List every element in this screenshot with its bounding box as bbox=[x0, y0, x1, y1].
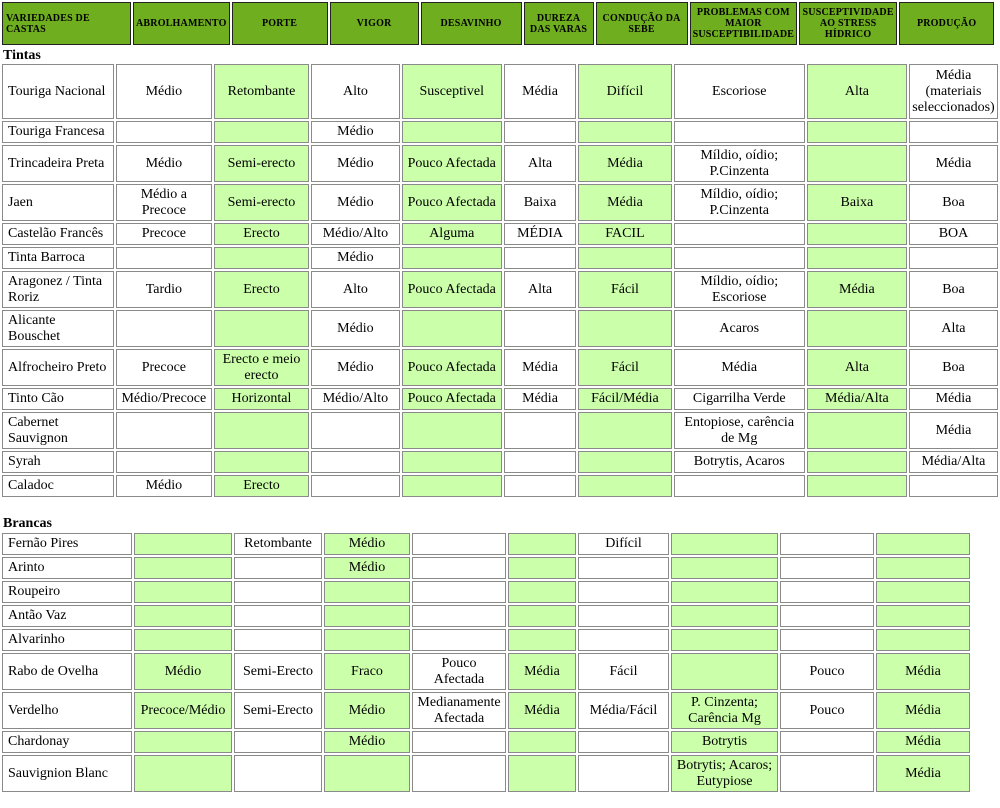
table-row bbox=[2, 653, 970, 690]
cell-conducao bbox=[578, 121, 671, 143]
cell-abrolhamento: Médio/Precoce bbox=[116, 388, 212, 410]
header-row bbox=[2, 2, 994, 45]
cell-stress bbox=[807, 145, 907, 182]
cell-dureza bbox=[508, 755, 576, 792]
cell-problemas: Botrytis; Acaros; Eutypiose bbox=[671, 755, 778, 792]
cell-conducao bbox=[578, 247, 671, 269]
cell-producao bbox=[909, 247, 998, 269]
cell-porte: Semi-erecto bbox=[214, 184, 309, 221]
table-row bbox=[2, 629, 970, 651]
header-cell-dureza: DUREZA DAS VARAS bbox=[524, 2, 594, 45]
cell-dureza: Média bbox=[508, 692, 576, 729]
cell-vigor: Médio bbox=[311, 121, 400, 143]
cell-desavinho bbox=[402, 475, 502, 497]
cell-dureza: Média bbox=[504, 388, 576, 410]
cell-producao: Média/Alta bbox=[909, 451, 998, 473]
cell-porte: Erecto bbox=[214, 223, 309, 245]
cell-problemas: Míldio, oídio; P.Cinzenta bbox=[674, 184, 805, 221]
cell-conducao bbox=[578, 605, 669, 627]
header-cell-variedades: VARIEDADES DE CASTAS bbox=[2, 2, 131, 45]
cell-stress bbox=[807, 223, 907, 245]
cell-stress bbox=[780, 731, 874, 753]
cell-problemas: Cigarrilha Verde bbox=[674, 388, 805, 410]
cell-variedade: Arinto bbox=[2, 557, 132, 579]
cell-desavinho: Pouco Afectada bbox=[402, 349, 502, 386]
cell-desavinho: Pouco Afectada bbox=[402, 271, 502, 308]
cell-problemas bbox=[671, 629, 778, 651]
cell-porte bbox=[214, 121, 309, 143]
cell-dureza: Média bbox=[508, 653, 576, 690]
cell-vigor bbox=[311, 451, 400, 473]
cell-conducao bbox=[578, 731, 669, 753]
brancas-table bbox=[0, 531, 972, 794]
cell-producao: Média bbox=[876, 653, 970, 690]
cell-problemas bbox=[674, 121, 805, 143]
cell-producao: Média bbox=[876, 731, 970, 753]
cell-dureza: Alta bbox=[504, 271, 576, 308]
cell-stress bbox=[780, 533, 874, 555]
cell-problemas: Média bbox=[674, 349, 805, 386]
cell-producao: Boa bbox=[909, 349, 998, 386]
cell-conducao: Fácil bbox=[578, 349, 671, 386]
cell-variedade: Sauvignion Blanc bbox=[2, 755, 132, 792]
cell-abrolhamento bbox=[134, 731, 232, 753]
cell-stress: Pouco bbox=[780, 653, 874, 690]
cell-dureza bbox=[504, 121, 576, 143]
tintas-table bbox=[0, 62, 1000, 499]
cell-desavinho bbox=[412, 629, 506, 651]
cell-problemas bbox=[671, 581, 778, 603]
cell-stress bbox=[807, 451, 907, 473]
cell-dureza bbox=[504, 475, 576, 497]
cell-problemas: Míldio, oídio; Escoriose bbox=[674, 271, 805, 308]
cell-conducao: Fácil bbox=[578, 271, 671, 308]
cell-vigor: Médio/Alto bbox=[311, 223, 400, 245]
header-cell-conducao: CONDUÇÃO DA SEBE bbox=[596, 2, 688, 45]
cell-dureza bbox=[504, 412, 576, 449]
cell-stress bbox=[807, 310, 907, 347]
cell-conducao bbox=[578, 755, 669, 792]
cell-stress: Baixa bbox=[807, 184, 907, 221]
cell-dureza bbox=[508, 533, 576, 555]
cell-desavinho: Pouco Afectada bbox=[402, 388, 502, 410]
cell-porte bbox=[234, 629, 322, 651]
cell-abrolhamento bbox=[134, 533, 232, 555]
table-row bbox=[2, 475, 998, 497]
cell-conducao: Fácil/Média bbox=[578, 388, 671, 410]
cell-vigor: Médio bbox=[311, 349, 400, 386]
cell-stress: Pouco bbox=[780, 692, 874, 729]
cell-variedade: Syrah bbox=[2, 451, 114, 473]
table-row bbox=[2, 121, 998, 143]
cell-desavinho bbox=[412, 755, 506, 792]
cell-problemas: Míldio, oídio; P.Cinzenta bbox=[674, 145, 805, 182]
header-cell-abrolhamento: ABROLHAMENTO bbox=[133, 2, 230, 45]
cell-porte: Horizontal bbox=[214, 388, 309, 410]
cell-problemas: Escoriose bbox=[674, 64, 805, 119]
cell-variedade: Touriga Francesa bbox=[2, 121, 114, 143]
cell-conducao bbox=[578, 557, 669, 579]
header-cell-stress: SUSCEPTIVIDADE AO STRESS HÍDRICO bbox=[799, 2, 897, 45]
table-row bbox=[2, 184, 998, 221]
cell-conducao bbox=[578, 451, 671, 473]
header-cell-producao: PRODUÇÃO bbox=[899, 2, 994, 45]
cell-dureza: Alta bbox=[504, 145, 576, 182]
cell-vigor bbox=[324, 755, 410, 792]
cell-conducao bbox=[578, 412, 671, 449]
cell-variedade: Aragonez / Tinta Roriz bbox=[2, 271, 114, 308]
cell-abrolhamento bbox=[116, 310, 212, 347]
cell-producao: Boa bbox=[909, 271, 998, 308]
cell-variedade: Antão Vaz bbox=[2, 605, 132, 627]
cell-porte bbox=[214, 412, 309, 449]
cell-porte bbox=[214, 451, 309, 473]
cell-desavinho bbox=[402, 310, 502, 347]
cell-porte bbox=[234, 581, 322, 603]
cell-vigor: Fraco bbox=[324, 653, 410, 690]
cell-abrolhamento bbox=[116, 451, 212, 473]
cell-dureza: MÉDIA bbox=[504, 223, 576, 245]
cell-desavinho bbox=[402, 451, 502, 473]
cell-stress bbox=[780, 557, 874, 579]
cell-variedade: Cabernet Sauvignon bbox=[2, 412, 114, 449]
cell-producao bbox=[909, 121, 998, 143]
cell-abrolhamento: Médio a Precoce bbox=[116, 184, 212, 221]
table-row bbox=[2, 605, 970, 627]
cell-dureza bbox=[508, 581, 576, 603]
cell-vigor: Médio/Alto bbox=[311, 388, 400, 410]
cell-vigor: Médio bbox=[311, 247, 400, 269]
cell-producao: Média bbox=[909, 412, 998, 449]
cell-vigor bbox=[311, 475, 400, 497]
cell-abrolhamento: Médio bbox=[116, 475, 212, 497]
cell-conducao: Fácil bbox=[578, 653, 669, 690]
cell-problemas bbox=[674, 475, 805, 497]
cell-porte: Retombante bbox=[214, 64, 309, 119]
cell-vigor: Médio bbox=[324, 731, 410, 753]
cell-problemas bbox=[671, 605, 778, 627]
cell-porte: Erecto e meio erecto bbox=[214, 349, 309, 386]
cell-porte bbox=[234, 755, 322, 792]
table-row bbox=[2, 755, 970, 792]
cell-abrolhamento bbox=[134, 581, 232, 603]
cell-dureza bbox=[508, 629, 576, 651]
cell-porte bbox=[234, 605, 322, 627]
cell-vigor: Médio bbox=[311, 145, 400, 182]
cell-variedade: Roupeiro bbox=[2, 581, 132, 603]
cell-producao: Média bbox=[909, 388, 998, 410]
cell-dureza bbox=[508, 731, 576, 753]
cell-problemas: P. Cinzenta; Carência Mg bbox=[671, 692, 778, 729]
cell-stress bbox=[807, 121, 907, 143]
cell-stress bbox=[780, 629, 874, 651]
cell-desavinho: Pouco Afectada bbox=[402, 184, 502, 221]
cell-porte: Retombante bbox=[234, 533, 322, 555]
cell-desavinho bbox=[412, 605, 506, 627]
cell-variedade: Alfrocheiro Preto bbox=[2, 349, 114, 386]
header-table bbox=[0, 0, 996, 47]
cell-stress: Alta bbox=[807, 349, 907, 386]
cell-producao bbox=[876, 581, 970, 603]
cell-vigor: Médio bbox=[324, 557, 410, 579]
cell-variedade: Alicante Bouschet bbox=[2, 310, 114, 347]
cell-abrolhamento: Médio bbox=[116, 145, 212, 182]
cell-problemas bbox=[671, 653, 778, 690]
cell-porte bbox=[234, 557, 322, 579]
cell-conducao bbox=[578, 581, 669, 603]
table-row bbox=[2, 64, 998, 119]
table-row bbox=[2, 145, 998, 182]
cell-problemas bbox=[674, 223, 805, 245]
cell-variedade: Tinto Cão bbox=[2, 388, 114, 410]
cell-abrolhamento bbox=[116, 412, 212, 449]
cell-porte: Erecto bbox=[214, 475, 309, 497]
table-row bbox=[2, 533, 970, 555]
cell-variedade: Rabo de Ovelha bbox=[2, 653, 132, 690]
cell-producao: Alta bbox=[909, 310, 998, 347]
cell-conducao bbox=[578, 310, 671, 347]
cell-conducao: Difícil bbox=[578, 533, 669, 555]
cell-desavinho bbox=[402, 121, 502, 143]
cell-porte: Semi-Erecto bbox=[234, 653, 322, 690]
cell-producao: Média bbox=[876, 755, 970, 792]
cell-conducao: Difícil bbox=[578, 64, 671, 119]
cell-producao: Média bbox=[909, 145, 998, 182]
cell-abrolhamento: Médio bbox=[134, 653, 232, 690]
cell-abrolhamento: Precoce/Médio bbox=[134, 692, 232, 729]
cell-conducao bbox=[578, 629, 669, 651]
header-cell-problemas: PROBLEMAS COM MAIOR SUSCEPTIBILIDADE bbox=[690, 2, 798, 45]
cell-stress: Média/Alta bbox=[807, 388, 907, 410]
section-title-brancas: Brancas bbox=[3, 516, 52, 531]
cell-desavinho: Pouco Afectada bbox=[402, 145, 502, 182]
cell-dureza: Média bbox=[504, 349, 576, 386]
table-row bbox=[2, 223, 998, 245]
table-row bbox=[2, 388, 998, 410]
cell-desavinho bbox=[412, 533, 506, 555]
cell-porte: Erecto bbox=[214, 271, 309, 308]
cell-variedade: Fernão Pires bbox=[2, 533, 132, 555]
cell-desavinho: Susceptivel bbox=[402, 64, 502, 119]
cell-vigor: Médio bbox=[324, 692, 410, 729]
cell-porte bbox=[214, 310, 309, 347]
cell-dureza bbox=[508, 557, 576, 579]
cell-variedade: Castelão Francês bbox=[2, 223, 114, 245]
cell-desavinho bbox=[412, 581, 506, 603]
cell-stress bbox=[807, 412, 907, 449]
cell-vigor: Médio bbox=[311, 184, 400, 221]
cell-producao bbox=[876, 605, 970, 627]
cell-abrolhamento: Precoce bbox=[116, 349, 212, 386]
cell-dureza bbox=[504, 247, 576, 269]
cell-desavinho: Alguma bbox=[402, 223, 502, 245]
cell-desavinho: Pouco Afectada bbox=[412, 653, 506, 690]
cell-abrolhamento: Tardio bbox=[116, 271, 212, 308]
cell-producao bbox=[876, 533, 970, 555]
cell-desavinho bbox=[412, 731, 506, 753]
table-row bbox=[2, 557, 970, 579]
cell-variedade: Tinta Barroca bbox=[2, 247, 114, 269]
cell-vigor bbox=[324, 581, 410, 603]
cell-variedade: Caladoc bbox=[2, 475, 114, 497]
cell-variedade: Verdelho bbox=[2, 692, 132, 729]
table-row bbox=[2, 692, 970, 729]
table-row bbox=[2, 310, 998, 347]
section-title-tintas: Tintas bbox=[3, 48, 41, 63]
table-row bbox=[2, 412, 998, 449]
cell-abrolhamento bbox=[116, 247, 212, 269]
cell-problemas bbox=[671, 557, 778, 579]
cell-variedade: Alvarinho bbox=[2, 629, 132, 651]
cell-producao bbox=[909, 475, 998, 497]
cell-stress bbox=[807, 247, 907, 269]
cell-desavinho bbox=[412, 557, 506, 579]
cell-stress bbox=[780, 755, 874, 792]
cell-producao: Média (materiais seleccionados) bbox=[909, 64, 998, 119]
cell-conducao: FACIL bbox=[578, 223, 671, 245]
table-row bbox=[2, 451, 998, 473]
table-row bbox=[2, 581, 970, 603]
cell-stress: Média bbox=[807, 271, 907, 308]
cell-dureza: Média bbox=[504, 64, 576, 119]
cell-problemas: Botrytis, Acaros bbox=[674, 451, 805, 473]
cell-vigor: Médio bbox=[311, 310, 400, 347]
cell-desavinho bbox=[402, 247, 502, 269]
cell-problemas: Acaros bbox=[674, 310, 805, 347]
cell-variedade: Jaen bbox=[2, 184, 114, 221]
cell-problemas bbox=[671, 533, 778, 555]
cell-conducao: Média/Fácil bbox=[578, 692, 669, 729]
cell-porte: Semi-Erecto bbox=[234, 692, 322, 729]
table-row bbox=[2, 349, 998, 386]
cell-abrolhamento: Médio bbox=[116, 64, 212, 119]
cell-conducao bbox=[578, 475, 671, 497]
cell-variedade: Trincadeira Preta bbox=[2, 145, 114, 182]
cell-vigor: Alto bbox=[311, 64, 400, 119]
cell-abrolhamento: Precoce bbox=[116, 223, 212, 245]
cell-vigor: Médio bbox=[324, 533, 410, 555]
cell-desavinho bbox=[402, 412, 502, 449]
cell-abrolhamento bbox=[134, 605, 232, 627]
cell-producao bbox=[876, 629, 970, 651]
cell-stress bbox=[780, 581, 874, 603]
cell-dureza bbox=[508, 605, 576, 627]
cell-desavinho: Medianamente Afectada bbox=[412, 692, 506, 729]
table-row bbox=[2, 731, 970, 753]
cell-vigor: Alto bbox=[311, 271, 400, 308]
cell-porte: Semi-erecto bbox=[214, 145, 309, 182]
cell-producao: Média bbox=[876, 692, 970, 729]
header-cell-vigor: VIGOR bbox=[330, 2, 419, 45]
cell-vigor bbox=[324, 605, 410, 627]
cell-variedade: Chardonay bbox=[2, 731, 132, 753]
cell-producao: Boa bbox=[909, 184, 998, 221]
cell-vigor bbox=[311, 412, 400, 449]
cell-conducao: Média bbox=[578, 184, 671, 221]
cell-dureza bbox=[504, 451, 576, 473]
brancas-table-body bbox=[2, 533, 970, 792]
cell-abrolhamento bbox=[134, 755, 232, 792]
cell-porte bbox=[214, 247, 309, 269]
cell-dureza bbox=[504, 310, 576, 347]
cell-porte bbox=[234, 731, 322, 753]
cell-producao: BOA bbox=[909, 223, 998, 245]
cell-conducao: Média bbox=[578, 145, 671, 182]
cell-stress: Alta bbox=[807, 64, 907, 119]
cell-dureza: Baixa bbox=[504, 184, 576, 221]
cell-problemas bbox=[674, 247, 805, 269]
cell-stress bbox=[780, 605, 874, 627]
cell-abrolhamento bbox=[116, 121, 212, 143]
table-row bbox=[2, 271, 998, 308]
cell-abrolhamento bbox=[134, 629, 232, 651]
cell-problemas: Botrytis bbox=[671, 731, 778, 753]
cell-abrolhamento bbox=[134, 557, 232, 579]
header-cell-desavinho: DESAVINHO bbox=[421, 2, 522, 45]
tintas-table-body bbox=[2, 64, 998, 497]
cell-producao bbox=[876, 557, 970, 579]
cell-vigor bbox=[324, 629, 410, 651]
cell-variedade: Touriga Nacional bbox=[2, 64, 114, 119]
cell-problemas: Entopiose, carência de Mg bbox=[674, 412, 805, 449]
header-cell-porte: PORTE bbox=[232, 2, 328, 45]
table-row bbox=[2, 247, 998, 269]
cell-stress bbox=[807, 475, 907, 497]
